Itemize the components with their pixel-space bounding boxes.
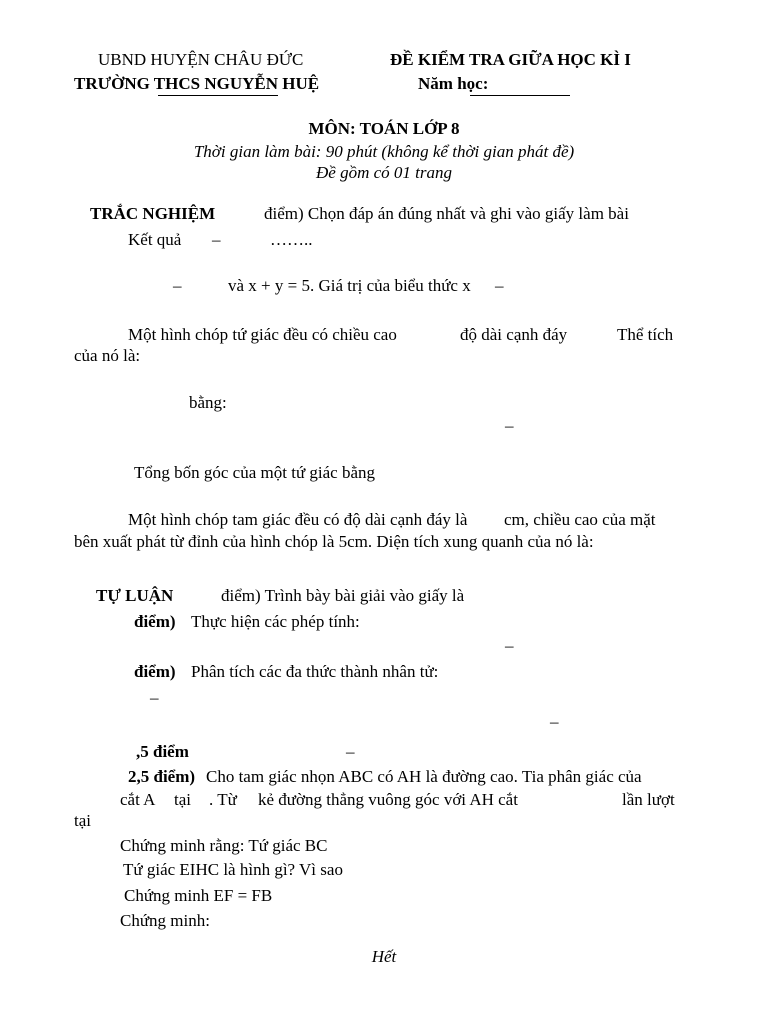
b4-line3: tại: [74, 811, 91, 830]
end-mark: Hết: [371, 947, 397, 966]
b4-line2-c: . Từ: [209, 790, 237, 809]
header-school-year: Năm học:: [418, 74, 489, 93]
q3-text-d: của nó là:: [74, 346, 141, 365]
b4-part-a: Chứng minh rằng: Tứ giác BC: [120, 836, 328, 855]
q2-text: và x + y = 5. Giá trị của biểu thức x: [228, 276, 471, 295]
q3-text-a: Một hình chóp tứ giác đều có chiều cao: [128, 325, 397, 344]
b4-line2-b: tại: [174, 790, 191, 809]
q1-text: Kết quả: [128, 230, 182, 249]
part2-instruction: điểm) Trình bày bài giải vào giấy là: [221, 586, 465, 605]
part1-heading: TRẮC NGHIỆM: [90, 204, 216, 223]
q5-text: Tổng bốn góc của một tứ giác bằng: [134, 463, 376, 482]
b4-part-b: Tứ giác EIHC là hình gì? Vì sao: [123, 860, 343, 879]
b3-dash: –: [346, 742, 355, 761]
q3-text-c: Thể tích: [617, 325, 674, 344]
q6-text-b: cm, chiều cao của mặt: [504, 510, 656, 529]
header-district: UBND HUYỆN CHÂU ĐỨC: [98, 50, 304, 69]
part2-heading: TỰ LUẬN: [96, 586, 174, 605]
b4-line2-e: lần lượt: [622, 790, 675, 809]
header-year-underline: [470, 95, 570, 96]
q4-text: bằng:: [189, 393, 227, 412]
q6-text-c: bên xuất phát từ đỉnh của hình chóp là 5cm. Diện tích xung quanh của nó là:: [74, 532, 594, 551]
q2-dash-2: –: [495, 276, 504, 295]
b3-label: ,5 điểm: [136, 742, 189, 761]
b4-part-d: Chứng minh:: [120, 911, 210, 930]
b1-text: Thực hiện các phép tính:: [191, 612, 360, 631]
header-school-underline: [158, 95, 278, 96]
b4-line2-d: kẻ đường thẳng vuông góc với AH cắt: [258, 790, 518, 809]
header-school: TRƯỜNG THCS NGUYỄN HUỆ: [74, 74, 320, 93]
b4-part-c: Chứng minh EF = FB: [124, 886, 273, 905]
b2-dash-1: –: [150, 688, 159, 707]
subject-title: MÔN: TOÁN LỚP 8: [308, 119, 460, 138]
b2-label: điểm): [134, 662, 176, 681]
header-exam-title: ĐỀ KIỂM TRA GIỮA HỌC KÌ I: [390, 50, 631, 69]
b1-label: điểm): [134, 612, 176, 631]
b4-label: 2,5 điểm): [128, 767, 196, 786]
b4-line2-a: cắt A: [120, 790, 156, 809]
q1-dash: –: [212, 230, 221, 249]
b2-dash-2: –: [550, 712, 559, 731]
q4-dash: –: [505, 416, 514, 435]
b4-text: Cho tam giác nhọn ABC có AH là đường cao. Tia phân giác của: [206, 767, 642, 786]
b2-text: Phân tích các đa thức thành nhân tử:: [191, 662, 439, 681]
q3-text-b: độ dài cạnh đáy: [460, 325, 568, 344]
q2-dash-1: –: [173, 276, 182, 295]
part1-instruction: điểm) Chọn đáp án đúng nhất và ghi vào giấy làm bài: [264, 204, 629, 223]
b1-dash: –: [505, 636, 514, 655]
q1-dots: ……..: [270, 230, 313, 249]
page-count: Đề gồm có 01 trang: [316, 163, 452, 182]
q6-text-a: Một hình chóp tam giác đều có độ dài cạnh đáy là: [128, 510, 468, 529]
exam-time: Thời gian làm bài: 90 phút (không kể thời gian phát đề): [193, 142, 575, 161]
